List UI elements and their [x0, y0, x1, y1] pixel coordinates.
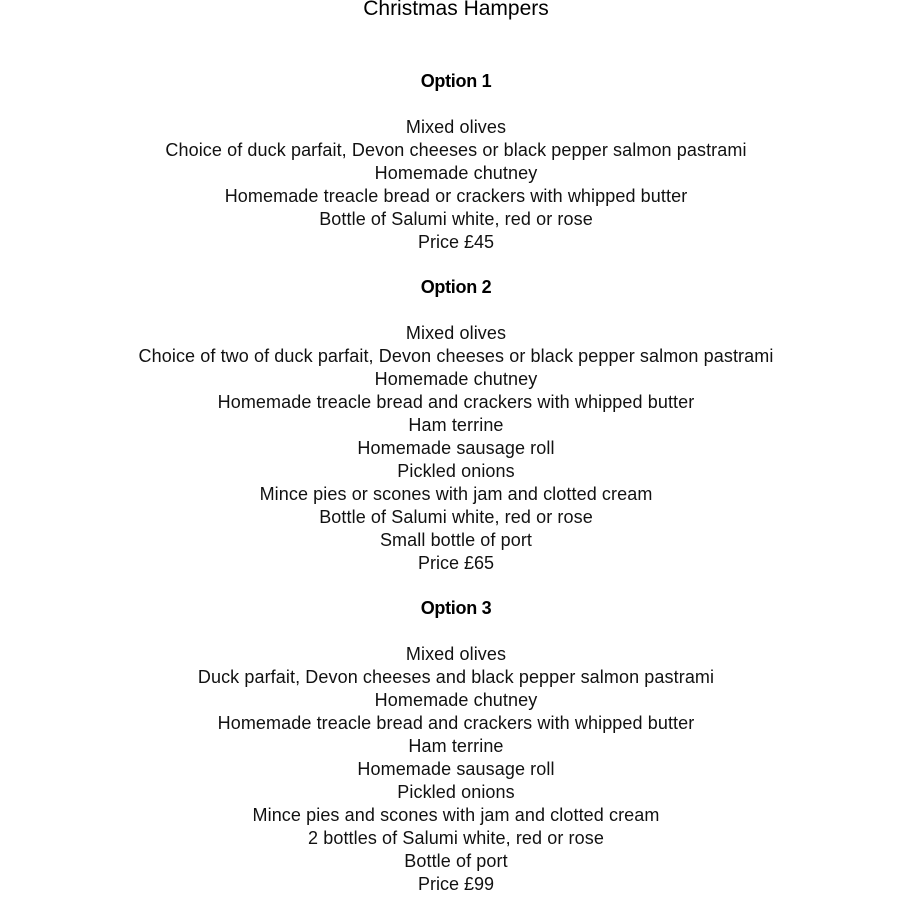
option-2-item-list: [0, 322, 898, 552]
list-item: Homemade chutney: [374, 163, 538, 183]
list-item: Ham terrine: [408, 415, 504, 435]
list-item: Bottle of Salumi white, red or rose: [319, 209, 593, 229]
list-item: Bottle of port: [404, 851, 508, 871]
list-item: Homemade sausage roll: [357, 759, 555, 779]
list-item: Pickled onions: [397, 461, 515, 481]
option-heading: Option 1: [420, 71, 492, 91]
list-item: Mince pies or scones with jam and clotted cream: [259, 484, 653, 504]
option-heading: Option 2: [420, 277, 492, 297]
list-item: Homemade chutney: [374, 690, 538, 710]
list-item: Mixed olives: [405, 644, 507, 664]
option-1-section: [0, 70, 898, 254]
option-price: Price £45: [417, 232, 495, 252]
list-item: Ham terrine: [408, 736, 504, 756]
list-item: Mince pies and scones with jam and clotted cream: [252, 805, 660, 825]
list-item: Pickled onions: [397, 782, 515, 802]
option-price: Price £99: [417, 874, 495, 894]
list-item: Small bottle of port: [379, 530, 533, 550]
list-item: 2 bottles of Salumi white, red or rose: [308, 828, 604, 848]
list-item: Mixed olives: [405, 117, 507, 137]
option-2-section: [0, 276, 898, 575]
page-title: Christmas Hampers: [363, 0, 549, 20]
option-3-item-list: [0, 643, 898, 873]
list-item: Duck parfait, Devon cheeses and black pepper salmon pastrami: [197, 667, 715, 687]
option-heading: Option 3: [420, 598, 492, 618]
option-price: Price £65: [417, 553, 495, 573]
list-item: Homemade treacle bread and crackers with whipped butter: [217, 713, 695, 733]
option-3-section: [0, 597, 898, 896]
list-item: Choice of duck parfait, Devon cheeses or black pepper salmon pastrami: [165, 140, 747, 160]
list-item: Homemade treacle bread or crackers with whipped butter: [224, 186, 688, 206]
list-item: Homemade sausage roll: [357, 438, 555, 458]
list-item: Homemade treacle bread and crackers with whipped butter: [217, 392, 695, 412]
list-item: Homemade chutney: [374, 369, 538, 389]
option-1-item-list: [0, 116, 898, 231]
list-item: Choice of two of duck parfait, Devon cheeses or black pepper salmon pastrami: [138, 346, 774, 366]
list-item: Bottle of Salumi white, red or rose: [319, 507, 593, 527]
list-item: Mixed olives: [405, 323, 507, 343]
